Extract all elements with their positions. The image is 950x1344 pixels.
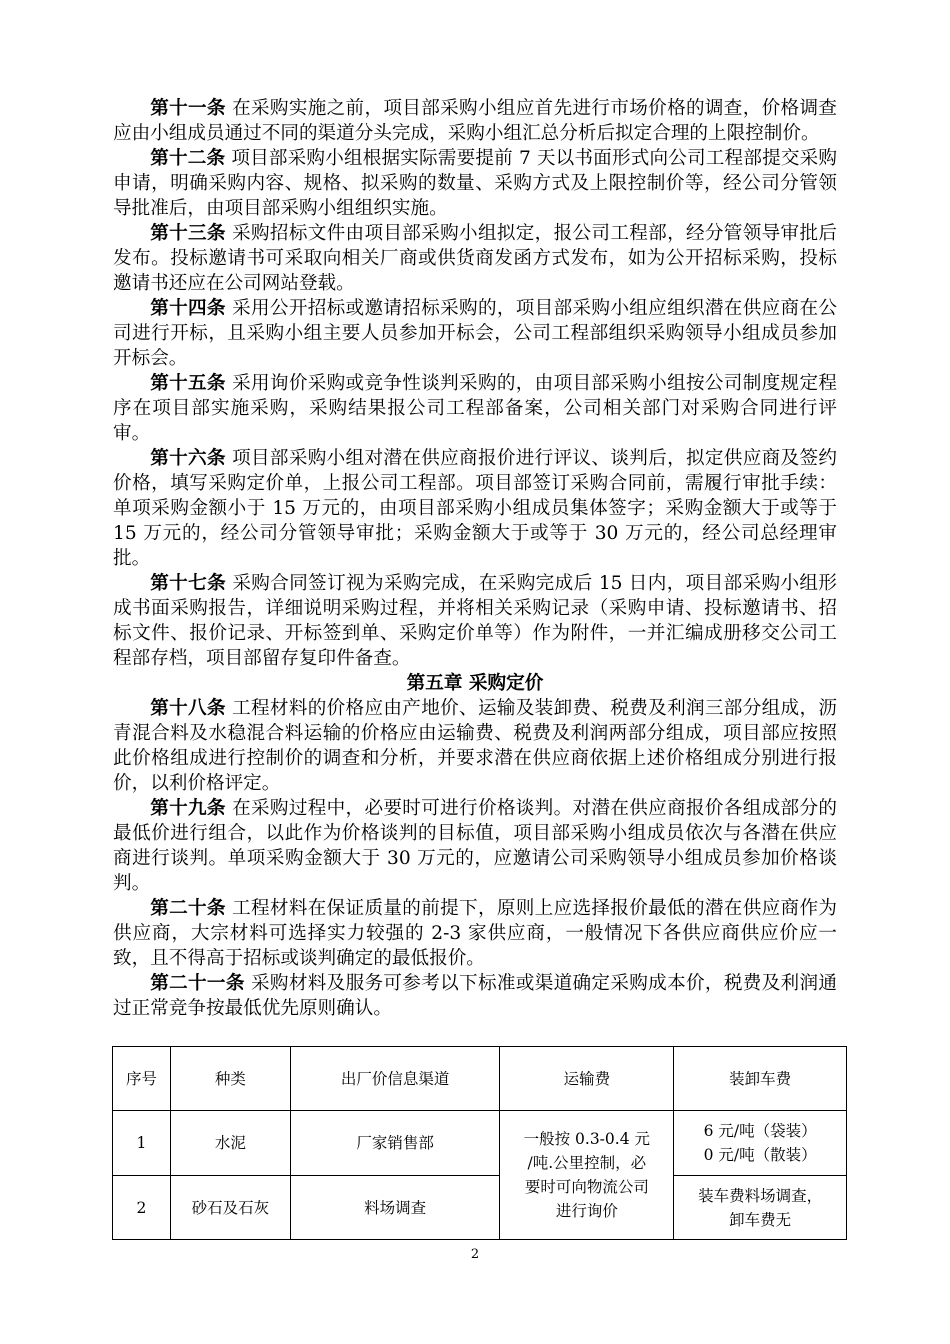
article-title: 第十三条 [150,223,226,244]
article-title: 第二十一条 [150,973,245,994]
article-text: 在采购过程中，必要时可进行价格谈判。对潜在供应商报价各组成部分的最低价进行组合，以此作为价格谈判的目标值，项目部采购小组成员依次与各潜在供应商进行谈判。单项采购金额大于 30 万元的，应邀请公司采购领导小组成员参加价格谈判。 [113,798,837,894]
article-title: 第十五条 [150,373,226,394]
article-text: 采购招标文件由项目部采购小组拟定，报公司工程部，经分管领导审批后发布。投标邀请书可采取向相关厂商或供货商发函方式发布，如为公开招标采购，投标邀请书还应在公司网站登载。 [113,223,837,294]
article-text: 项目部采购小组根据实际需要提前 7 天以书面形式向公司工程部提交采购申请，明确采购内容、规格、拟采购的数量、采购方式及上限控制价等，经公司分管领导批准后，由项目部采购小组组织实施。 [113,148,837,219]
table-row [113,1176,847,1240]
handling-line: 6 元/吨（袋装） [703,1122,817,1140]
transport-line: 要时可向物流公司 [524,1178,649,1196]
article-title: 第十七条 [150,573,227,594]
transport-line: 一般按 0.3-0.4 元 [523,1130,651,1148]
document-body [113,96,837,1021]
header-cell-transport: 运输费 [500,1047,674,1111]
handling-line: 0 元/吨（散装） [703,1146,817,1164]
transport-line: /吨.公里控制，必 [527,1154,647,1172]
cell-kind: 砂石及石灰 [170,1176,290,1240]
page-number: 2 [470,1247,480,1262]
article-text: 采用公开招标或邀请招标采购的，项目部采购小组应组织潜在供应商在公司进行开标，且采购小组主要人员参加开标会，公司工程部组织采购领导小组成员参加开标会。 [113,298,837,369]
article-text: 采购合同签订视为采购完成，在采购完成后 15 日内，项目部采购小组形成书面采购报告，详细说明采购过程，并将相关采购记录（采购申请、投标邀请书、招标文件、报价记录、开标签到单、采购定价单等）作为附件，一并汇编成册移交公司工程部存档，项目部留存复印件备查。 [113,573,837,669]
article-title: 第十二条 [150,148,226,169]
chapter-title: 第五章 采购定价 [406,673,544,694]
transport-line: 进行询价 [555,1202,618,1220]
cell-transport [500,1111,674,1240]
article-title: 第十八条 [150,698,226,719]
article-17 [113,571,837,671]
header-cell-kind: 种类 [170,1047,290,1111]
article-title: 第十四条 [150,298,226,319]
cell-channel: 厂家销售部 [290,1111,500,1176]
article-title: 第十一条 [150,98,226,119]
table-header-row [113,1047,847,1111]
cell-no: 1 [113,1111,171,1176]
article-text: 工程材料在保证质量的前提下，原则上应选择报价最低的潜在供应商作为供应商，大宗材料可选择实力较强的 2-3 家供应商，一般情况下各供应商供应价应一致，且不得高于招标或谈判确定的最低报价。 [113,898,837,969]
article-18 [113,696,837,796]
article-13 [113,221,837,296]
article-11 [113,96,837,146]
article-text: 项目部采购小组对潜在供应商报价进行评议、谈判后，拟定供应商及签约价格，填写采购定价单，上报公司工程部。项目部签订采购合同前，需履行审批手续：单项采购金额小于 15 万元的，由项目部采购小组成员集体签字；采购金额大于或等于 15 万元的，经公司分管领导审批；采购金额大于或等于 30 万元的，经公司总经理审批。 [113,448,837,569]
handling-line: 装车费料场调查， [698,1186,823,1205]
article-text: 工程材料的价格应由产地价、运输及装卸费、税费及利润三部分组成，沥青混合料及水稳混合料运输的价格应由运输费、税费及利润两部分组成，项目部应按照此价格组成进行控制价的调查和分析，并要求潜在供应商依据上述价格组成分别进行报价，以利价格评定。 [113,698,837,794]
cell-kind: 水泥 [170,1111,290,1176]
article-16 [113,446,837,571]
header-cell-channel: 出厂价信息渠道 [290,1047,500,1111]
article-text: 采用询价采购或竞争性谈判采购的，由项目部采购小组按公司制度规定程序在项目部实施采购，采购结果报公司工程部备案，公司相关部门对采购合同进行评审。 [113,373,837,444]
article-title: 第十六条 [150,448,226,469]
table-row [113,1111,847,1176]
header-cell-no: 序号 [113,1047,171,1111]
article-title: 第十九条 [150,798,226,819]
cell-no: 2 [113,1176,171,1240]
article-text: 在采购实施之前，项目部采购小组应首先进行市场价格的调查，价格调查应由小组成员通过不同的渠道分头完成，采购小组汇总分析后拟定合理的上限控制价。 [113,98,837,144]
cell-handling [674,1111,847,1176]
price-reference-table [112,1046,847,1240]
article-20 [113,896,837,971]
article-21 [113,971,837,1021]
handling-line: 卸车费无 [729,1210,792,1229]
article-text: 采购材料及服务可参考以下标准或渠道确定采购成本价，税费及利润通过正常竞争按最低优先原则确认。 [113,973,837,1019]
cell-handling [674,1176,847,1240]
cell-channel: 料场调查 [290,1176,500,1240]
article-12 [113,146,837,221]
article-14 [113,296,837,371]
article-15 [113,371,837,446]
article-title: 第二十条 [150,898,226,919]
header-cell-handling: 装卸车费 [674,1047,847,1111]
article-19 [113,796,837,896]
